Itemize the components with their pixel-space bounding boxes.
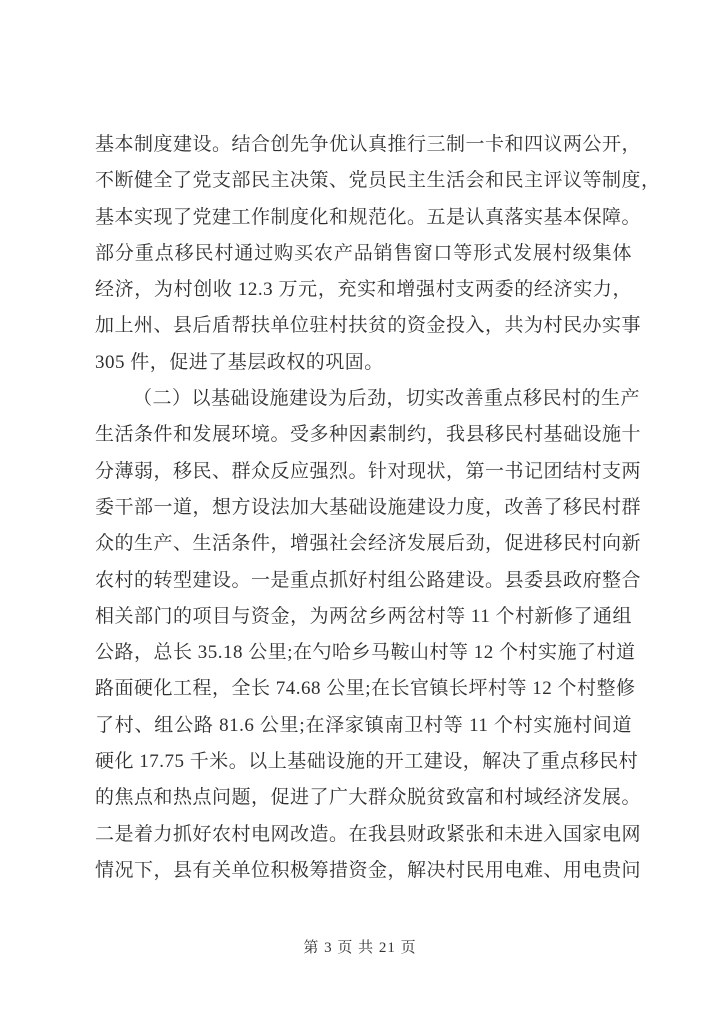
text-line: 部分重点移民村通过购买农产品销售窗口等形式发展村级集体 [95, 242, 632, 264]
text-line-paragraph-start: （二）以基础设施建设为后劲，切实改善重点移民村的生产 [133, 388, 641, 410]
text-line: 农村的转型建设。一是重点抓好村组公路建设。县委县政府整合 [95, 569, 642, 591]
text-line: 分薄弱，移民、群众反应强烈。针对现状，第一书记团结村支两 [95, 460, 642, 482]
text-line: 公路，总长 35.18 公里;在勺哈乡马鞍山村等 12 个村实施了村道 [95, 642, 636, 664]
text-line: 众的生产、生活条件，增强社会经济发展后劲，促进移民村向新 [95, 533, 642, 555]
text-line: 经济，为村创收 12.3 万元，充实和增强村支两委的经济实力， [95, 279, 632, 301]
text-line: 基本实现了党建工作制度化和规范化。五是认真落实基本保障。 [95, 206, 642, 228]
text-line: 305 件，促进了基层政权的巩固。 [95, 351, 384, 373]
text-line: 生活条件和发展环境。受多种因素制约，我县移民村基础设施十 [95, 424, 642, 446]
text-line: 硬化 17.75 千米。以上基础设施的开工建设，解决了重点移民村 [95, 751, 639, 773]
text-line: 的焦点和热点问题，促进了广大群众脱贫致富和村域经济发展。 [95, 787, 642, 809]
text-line: 基本制度建设。结合创先争优认真推行三制一卡和四议两公开， [95, 134, 642, 155]
text-line: 路面硬化工程，全长 74.68 公里;在长官镇长坪村等 12 个村整修 [95, 678, 636, 700]
text-line: 二是着力抓好农村电网改造。在我县财政紧张和未进入国家电网 [95, 823, 642, 845]
document-body [95, 127, 661, 889]
text-line: 了村、组公路 81.6 公里;在泽家镇南卫村等 11 个村实施村间道 [95, 714, 632, 736]
text-line: 委干部一道，想方设法加大基础设施建设力度，改善了移民村群 [95, 496, 642, 518]
text-line: 情况下，县有关单位积极筹措资金，解决村民用电难、用电贵问 [95, 859, 642, 881]
text-line: 相关部门的项目与资金，为两岔乡两岔村等 11 个村新修了通组 [95, 605, 632, 627]
page-footer: 第 3 页 共 21 页 [303, 940, 417, 956]
text-line: 不断健全了党支部民主决策、党员民主生活会和民主评议等制度， [95, 170, 661, 192]
text-line: 加上州、县后盾帮扶单位驻村扶贫的资金投入，共为村民办实事 [95, 315, 642, 337]
